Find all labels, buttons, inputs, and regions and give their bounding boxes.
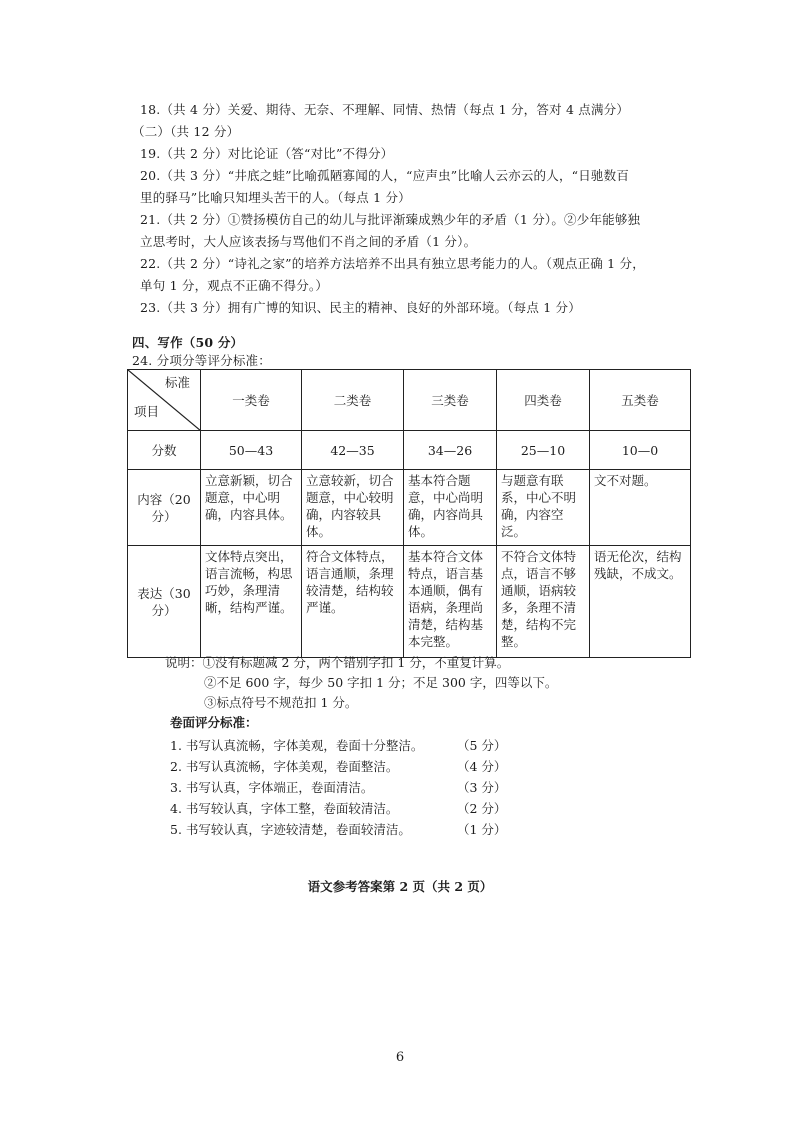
table-cell: 不符合文体特点，语言不够通顺，语病较多，条理不清楚，结构不完整。 bbox=[497, 546, 590, 658]
table-cell: 符合文体特点，语言通顺，条理较清楚，结构较严谨。 bbox=[302, 546, 404, 658]
table-header-cell: 一类卷 bbox=[201, 370, 302, 431]
neatness-points: （4 分） bbox=[457, 759, 507, 774]
table-row-score bbox=[128, 431, 691, 470]
answer-18: 18.（共 4 分）关爱、期待、无奈、不理解、同情、热情（每点 1 分，答对 4 点满分） bbox=[140, 102, 630, 117]
table-cell: 立意新颖，切合题意，中心明确，内容具体。 bbox=[201, 470, 302, 546]
answer-20-line1: 20.（共 3 分）“井底之蛙”比喻孤陋寡闻的人，“应声虫”比喻人云亦云的人，“日驰数百 bbox=[140, 168, 630, 183]
table-cell: 与题意有联系，中心不明确，内容空泛。 bbox=[497, 470, 590, 546]
table-cell: 基本符合文体特点，语言基本通顺，偶有语病，条理尚清楚，结构基本完整。 bbox=[404, 546, 497, 658]
table-cell: 文不对题。 bbox=[590, 470, 691, 546]
answer-23: 23.（共 3 分）拥有广博的知识、民主的精神、良好的外部环境。（每点 1 分） bbox=[140, 300, 581, 315]
table-cell: 立意较新，切合题意，中心较明确，内容较具体。 bbox=[302, 470, 404, 546]
answer-20-line2: 里的驿马”比喻只知埋头苦干的人。（每点 1 分） bbox=[140, 190, 411, 205]
table-cell: 25—10 bbox=[497, 431, 590, 470]
neatness-item bbox=[170, 778, 507, 796]
row-label: 表达（30 分） bbox=[128, 546, 201, 658]
grading-intro: 24. 分项分等评分标准： bbox=[132, 353, 271, 368]
table-cell: 文体特点突出，语言流畅，构思巧妙，条理清晰，结构严谨。 bbox=[201, 546, 302, 658]
neatness-title: 卷面评分标准： bbox=[170, 715, 258, 730]
neatness-text: 2. 书写认真流畅，字体美观，卷面整洁。 bbox=[170, 759, 399, 774]
neatness-item bbox=[170, 799, 507, 817]
table-header-cell: 二类卷 bbox=[302, 370, 404, 431]
table-header-row bbox=[128, 370, 691, 431]
table-header-cell: 四类卷 bbox=[497, 370, 590, 431]
neatness-points: （2 分） bbox=[457, 801, 507, 816]
table-cell: 50—43 bbox=[201, 431, 302, 470]
row-label: 内容（20 分） bbox=[128, 470, 201, 546]
neatness-text: 3. 书写认真，字体端正，卷面清洁。 bbox=[170, 780, 374, 795]
table-cell: 42—35 bbox=[302, 431, 404, 470]
answer-22-line1: 22.（共 2 分）“诗礼之家”的培养方法培养不出具有独立思考能力的人。（观点正确 1 分， bbox=[140, 256, 645, 271]
neatness-text: 4. 书写较认真，字体工整，卷面较清洁。 bbox=[170, 801, 399, 816]
neatness-item bbox=[170, 757, 507, 775]
table-cell: 基本符合题意，中心尚明确，内容尚具体。 bbox=[404, 470, 497, 546]
table-cell: 10—0 bbox=[590, 431, 691, 470]
neatness-text: 5. 书写较认真，字迹较清楚，卷面较清洁。 bbox=[170, 822, 411, 837]
neatness-item bbox=[170, 820, 507, 838]
row-label: 分数 bbox=[128, 431, 201, 470]
neatness-points: （3 分） bbox=[457, 780, 507, 795]
table-row-expression bbox=[128, 546, 691, 658]
table-header-cell: 三类卷 bbox=[404, 370, 497, 431]
note-1: 说明：①没有标题减 2 分，两个错别字扣 1 分，不重复计算。 bbox=[165, 655, 510, 670]
neatness-text: 1. 书写认真流畅，字体美观，卷面十分整洁。 bbox=[170, 738, 424, 753]
table-cell: 语无伦次，结构残缺，不成文。 bbox=[590, 546, 691, 658]
answer-22-line2: 单句 1 分，观点不正确不得分。） bbox=[140, 278, 329, 293]
grading-table bbox=[127, 369, 691, 658]
writing-section-title: 四、写作（50 分） bbox=[132, 335, 244, 350]
neatness-points: （5 分） bbox=[457, 738, 507, 753]
corner-label-item: 项目 bbox=[134, 404, 160, 419]
corner-label-standard: 标准 bbox=[164, 375, 190, 390]
neatness-item bbox=[170, 736, 507, 754]
page-footer: 语文参考答案第 2 页（共 2 页） bbox=[307, 879, 493, 894]
answer-19: 19.（共 2 分）对比论证（答“对比”不得分） bbox=[140, 146, 394, 161]
table-row-content bbox=[128, 470, 691, 546]
table-cell: 34—26 bbox=[404, 431, 497, 470]
table-header-cell: 五类卷 bbox=[590, 370, 691, 431]
neatness-points: （1 分） bbox=[457, 822, 507, 837]
answer-21-line2: 立思考时，大人应该表扬与骂他们不肖之间的矛盾（1 分）。 bbox=[140, 234, 477, 249]
answer-21-line1: 21.（共 2 分）①赞扬模仿自己的幼儿与批评渐臻成熟少年的矛盾（1 分）。②少年能够独 bbox=[140, 212, 641, 227]
page-number: 6 bbox=[395, 1050, 405, 1065]
part-two-heading: （二）（共 12 分） bbox=[132, 124, 240, 139]
table-corner-cell bbox=[128, 370, 201, 431]
note-3: ③标点符号不规范扣 1 分。 bbox=[204, 695, 358, 710]
note-2: ②不足 600 字，每少 50 字扣 1 分；不足 300 字，四等以下。 bbox=[204, 675, 558, 690]
